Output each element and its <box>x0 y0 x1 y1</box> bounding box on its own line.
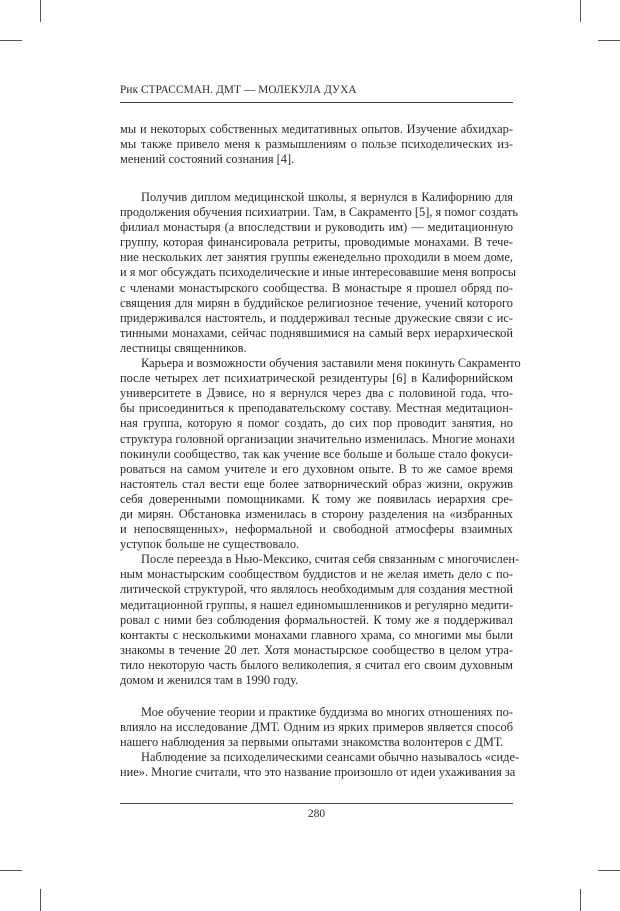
text-line: После переезда в Нью-Мексико, считая себя связанным с многочислен- <box>141 552 520 567</box>
page-number: 280 <box>307 808 326 820</box>
text-line: себя доверенными помощниками. К тому же появилась иерархия сре- <box>120 491 513 506</box>
text-line: священия для мирян в буддийское религиозное течение, учений которого <box>120 295 513 310</box>
text-line: знакомы в течение 20 лет. Хотя монастырское сообщество в целом утра- <box>120 642 513 657</box>
text-line: нашего наблюдения за первыми опытами знакомства волонтеров с ДМТ. <box>120 735 504 750</box>
crop-mark <box>40 889 41 911</box>
text-line: группу, которая финансировала ретриты, проводимые монахами. В тече- <box>120 235 513 250</box>
text-line: Наблюдение за психоделическими сеансами обычно называлось «сиде- <box>141 750 520 765</box>
text-line: университете в Дэвисе, но я вернулся через два с половиной года, что- <box>120 386 513 401</box>
text-line: после четырех лет психиатрической резидентуры [6] в Калифорнийском <box>120 371 513 386</box>
text-block <box>120 190 521 688</box>
text-line: продолжения обучения психиатрии. Там, в Сакраменто [5], я помог создать <box>120 205 519 220</box>
text-line: контакты с несколькими монахами главного храма, со многими мы были <box>120 627 513 642</box>
text-line: Мое обучение теории и практике буддизма во многих отношениях по- <box>141 705 513 719</box>
text-line: ровал с ними без соблюдения формальностей. К тому же я поддерживал <box>120 612 513 627</box>
text-line: структура головной организации значительно изменилась. Многие монахи <box>120 431 515 446</box>
text-line: тило некоторую часть былого великолепия, я считал его своим духовным <box>120 657 513 672</box>
text-line: мы и некоторых собственных медитативных опытов. Изучение абхидхар- <box>120 122 513 136</box>
footer-rule <box>120 803 513 804</box>
text-line: роваться на самом учителе и его духовном опыте. В то же самое время <box>120 461 513 476</box>
text-line: менений состояний сознания [4]. <box>120 152 295 167</box>
text-line: ная группа, которую я помог создать, до сих пор проводит занятия, но <box>120 416 513 431</box>
text-line: с членами монастырского сообщества. В монастыре я прошел обряд по- <box>120 280 513 295</box>
text-block <box>120 122 513 167</box>
text-line: покинули сообщество, так как учение все больше и больше стало фокуси- <box>120 446 513 461</box>
text-line: филиал монастыря (а впоследствии и руководить им) — медитационную <box>120 220 513 235</box>
paragraph <box>120 750 520 780</box>
text-block <box>120 705 520 780</box>
text-line: лестницы священников. <box>120 340 247 355</box>
text-line: домом и женился там в 1990 году. <box>120 673 299 687</box>
crop-mark <box>0 40 22 41</box>
text-line: литической структурой, что являлось необходимым для создания местной <box>120 582 513 597</box>
crop-mark <box>40 0 41 22</box>
running-header: Рик СТРАССМАН. ДМТ — МОЛЕКУЛА ДУХА <box>120 84 357 96</box>
paragraph <box>120 552 520 688</box>
text-line: уступок больше не существовало. <box>120 537 300 552</box>
text-line: бы присоединиться к преподавательскому составу. Местная медитацион- <box>120 401 513 416</box>
paragraph <box>120 705 513 750</box>
text-line: влияло на исследование ДМТ. Одним из ярких примеров является способ <box>120 720 513 735</box>
text-line: и я мог обсуждать психоделические и иные интересовавшие меня вопросы <box>120 265 517 280</box>
text-line: мы также привело меня к размышлениям о пользе психоделических из- <box>120 137 513 152</box>
paragraph <box>120 190 519 356</box>
paragraph <box>120 122 513 167</box>
text-line: придерживался настоятель, и поддерживал тесные дружеские связи с ис- <box>120 310 513 325</box>
text-line: Получив диплом медицинской школы, я вернулся в Калифорнию для <box>141 190 513 204</box>
text-line: тинными монахами, сейчас поднявшимися на самый верх иерархической <box>120 325 513 340</box>
text-line: ди мирян. Обстановка изменилась в сторону разделения на «избранных <box>120 506 513 521</box>
paragraph <box>120 356 521 552</box>
text-line: настоятель стал вести еще более затворнический образ жизни, окружив <box>120 476 513 491</box>
text-line: Карьера и возможности обучения заставили меня покинуть Сакраменто <box>141 356 521 371</box>
crop-mark <box>598 870 620 871</box>
crop-mark <box>0 870 22 871</box>
text-line: ние нескольких лет занятия группы еженедельно проходили в моем доме, <box>120 250 513 265</box>
text-line: ным монастырским сообществом буддистов и не желая иметь дело с по- <box>120 567 513 582</box>
crop-mark <box>598 40 620 41</box>
header-rule <box>120 102 513 103</box>
text-line: и непосвященных», неформальной и свободной атмосферы взаимных <box>120 522 513 537</box>
crop-mark <box>580 0 581 22</box>
crop-mark <box>580 889 581 911</box>
text-line: медитационной группы, я нашел единомышленников и регулярно медити- <box>120 597 514 612</box>
text-line: ние». Многие считали, что это название произошло от идеи ухаживания за <box>120 765 516 780</box>
